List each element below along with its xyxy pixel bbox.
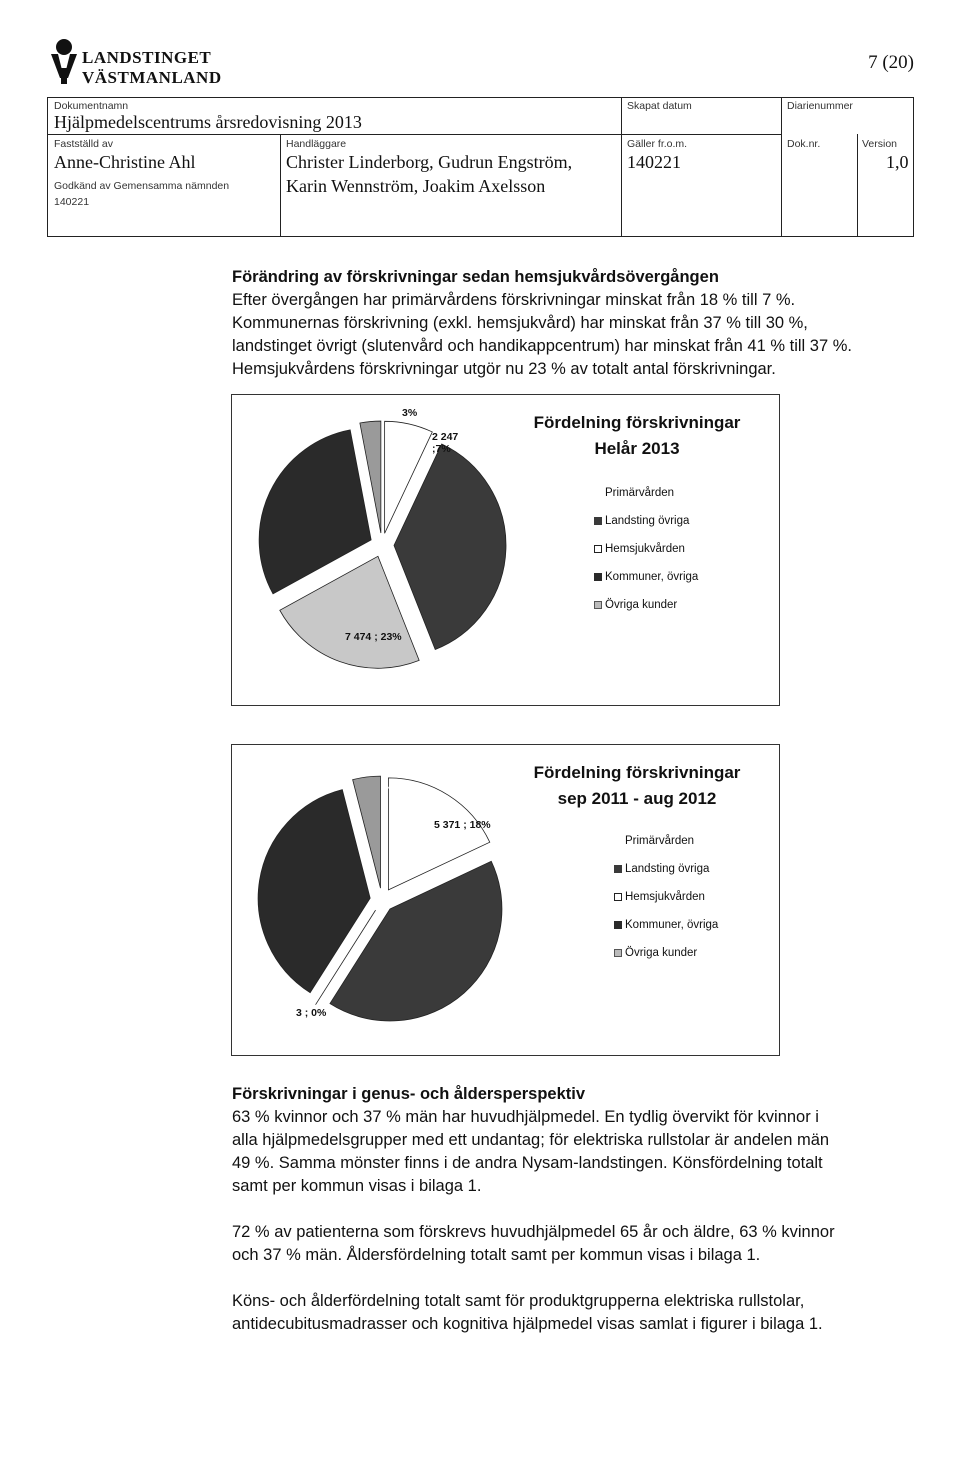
paragraph-line: Efter övergången har primärvårdens förskrivningar minskat från 18 % till 7 %. bbox=[232, 291, 796, 309]
legend-item: Landsting övriga bbox=[614, 855, 718, 883]
faststalld-value: Anne-Christine Ahl bbox=[54, 152, 196, 172]
data-label: 5 371 ; 18% bbox=[434, 819, 491, 831]
legend-item: Primärvården bbox=[594, 479, 698, 507]
label-version: Version bbox=[862, 138, 898, 150]
chart-legend bbox=[594, 479, 698, 619]
data-label: 3 ; 0% bbox=[296, 1007, 327, 1019]
pie-chart-helar-2013 bbox=[231, 394, 780, 706]
legend-item: Landsting övriga bbox=[594, 507, 698, 535]
data-label: 3% bbox=[402, 407, 418, 419]
handlaggare-line1: Christer Linderborg, Gudrun Engström, bbox=[286, 152, 573, 172]
chart-title: Fördelning förskrivningar bbox=[533, 763, 741, 782]
document-header-table bbox=[47, 97, 914, 237]
chart-subtitle: sep 2011 - aug 2012 bbox=[557, 789, 717, 808]
legend-item: Kommuner, övriga bbox=[614, 911, 718, 939]
paragraph-line: 63 % kvinnor och 37 % män har huvudhjälpmedel. En tydlig övervikt för kvinnor i bbox=[232, 1108, 819, 1126]
label-faststalld-av: Fastställd av bbox=[54, 138, 113, 150]
paragraph-line: Hemsjukvårdens förskrivningar utgör nu 23 % av totalt antal förskrivningar. bbox=[232, 360, 776, 378]
version-value: 1,0 bbox=[886, 152, 909, 172]
paragraph-line: antidecubitusmadrasser och kognitiva hjälpmedel visas samlat i figurer i bilaga 1. bbox=[232, 1315, 823, 1333]
legend-item: Primärvården bbox=[614, 827, 718, 855]
section-heading: Förändring av förskrivningar sedan hemsjukvårdsövergången bbox=[232, 268, 719, 286]
paragraph-line: och 37 % män. Åldersfördelning totalt samt per kommun visas i bilaga 1. bbox=[232, 1246, 761, 1264]
label-diarienummer: Diarienummer bbox=[787, 100, 853, 112]
label-dokumentnamn: Dokumentnamn bbox=[54, 100, 129, 112]
chart-title: Fördelning förskrivningar bbox=[533, 413, 741, 432]
paragraph-line: Kommunernas förskrivning (exkl. hemsjukvård) har minskat från 37 % till 30 %, bbox=[232, 314, 808, 332]
pie1-svg bbox=[252, 395, 512, 695]
paragraph-line: 72 % av patienterna som förskrevs huvudhjälpmedel 65 år och äldre, 63 % kvinnor bbox=[232, 1223, 835, 1241]
section-hemsjukvard bbox=[232, 266, 922, 381]
pie-chart-sep2011-aug2012 bbox=[231, 744, 780, 1056]
page-number: 7 (20) bbox=[868, 52, 914, 73]
label-doknr: Dok.nr. bbox=[787, 138, 821, 150]
data-label: 7 474 ; 23% bbox=[345, 631, 402, 643]
section-genus-alder bbox=[232, 1083, 922, 1336]
label-skapat-datum: Skapat datum bbox=[627, 100, 692, 112]
chart-subtitle: Helår 2013 bbox=[594, 439, 680, 458]
data-label: 4% bbox=[388, 781, 404, 793]
paragraph-line: samt per kommun visas i bilaga 1. bbox=[232, 1177, 482, 1195]
pie-slice-kommuner-övriga bbox=[258, 790, 370, 993]
label-handlaggare: Handläggare bbox=[286, 138, 347, 150]
legend-item: Hemsjukvården bbox=[594, 535, 698, 563]
dokumentnamn-value: Hjälpmedelscentrums årsredovisning 2013 bbox=[54, 112, 362, 132]
data-label: 2 247 ;7% bbox=[432, 431, 459, 455]
paragraph-line: 49 %. Samma mönster finns i de andra Nysam-landstingen. Könsfördelning totalt bbox=[232, 1154, 823, 1172]
logo-figure-icon bbox=[48, 38, 82, 86]
legend-item: Hemsjukvården bbox=[614, 883, 718, 911]
legend-item: Övriga kunder bbox=[614, 939, 718, 967]
logo-text-line2: VÄSTMANLAND bbox=[82, 68, 222, 87]
paragraph-line: Köns- och ålderfördelning totalt samt för produktgrupperna elektriska rullstolar, bbox=[232, 1292, 805, 1310]
label-godkand-av: Godkänd av Gemensamma nämnden bbox=[54, 180, 230, 192]
section-heading: Förskrivningar i genus- och åldersperspektiv bbox=[232, 1085, 586, 1103]
paragraph-line: landstinget övrigt (slutenvård och handikappcentrum) har minskat från 41 % till 37 %. bbox=[232, 337, 852, 355]
landstinget-logo bbox=[48, 38, 248, 90]
legend-item: Övriga kunder bbox=[594, 591, 698, 619]
logo-text-line1: LANDSTINGET bbox=[82, 48, 212, 67]
godkand-date: 140221 bbox=[54, 196, 90, 208]
chart-legend bbox=[614, 827, 718, 967]
galler-value: 140221 bbox=[627, 152, 681, 172]
paragraph-line: alla hjälpmedelsgrupper med ett undantag; för elektriska rullstolar är andelen män bbox=[232, 1131, 830, 1149]
label-galler-from: Gäller fr.o.m. bbox=[627, 138, 688, 150]
pie2-svg bbox=[252, 745, 512, 1045]
legend-item: Kommuner, övriga bbox=[594, 563, 698, 591]
handlaggare-line2: Karin Wennström, Joakim Axelsson bbox=[286, 176, 546, 196]
